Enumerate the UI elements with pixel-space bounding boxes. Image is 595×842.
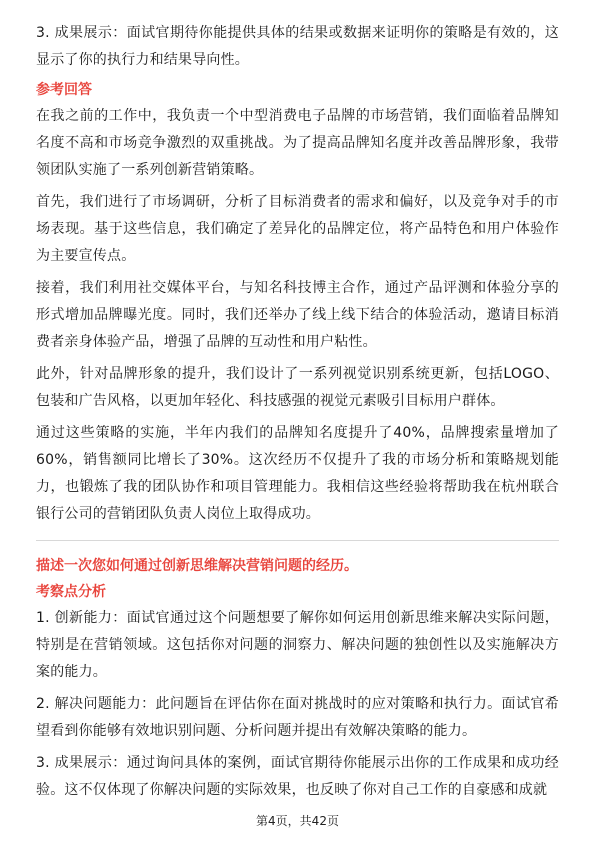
section-divider (36, 540, 559, 541)
document-page (36, 20, 559, 809)
analysis-paragraph-2: 2. 解决问题能力：此问题旨在评估你在面对挑战时的应对策略和执行力。面试官希望看到你能够有效地识别问题、分析问题并提出有效解决策略的能力。 (36, 696, 559, 739)
analysis-paragraph-3: 3. 成果展示：通过询问具体的案例，面试官期待你能展示出你的工作成果和成功经验。这不仅体现了你解决问题的实际效果，也反映了你对自己工作的自豪感和成就 (36, 755, 559, 798)
answer-paragraph-4: 此外，针对品牌形象的提升，我们设计了一系列视觉识别系统更新，包括LOGO、包装和广告风格，以更加年轻化、科技感强的视觉元素吸引目标用户群体。 (36, 366, 559, 409)
question-title: 描述一次您如何通过创新思维解决营销问题的经历。 (36, 558, 358, 574)
answer-paragraph-1: 在我之前的工作中，我负责一个中型消费电子品牌的市场营销，我们面临着品牌知名度不高和市场竞争激烈的双重挑战。为了提高品牌知名度并改善品牌形象，我带领团队实施了一系列创新营销策略。 (36, 108, 559, 178)
answer-label: 参考回答 (36, 82, 92, 98)
answer-paragraph-3: 接着，我们利用社交媒体平台，与知名科技博主合作，通过产品评测和体验分享的形式增加品牌曝光度。同时，我们还举办了线上线下结合的体验活动，邀请目标消费者亲身体验产品，增强了品牌的互动性和用户粘性。 (36, 280, 559, 350)
answer-paragraph-2: 首先，我们进行了市场调研，分析了目标消费者的需求和偏好，以及竞争对手的市场表现。基于这些信息，我们确定了差异化的品牌定位，将产品特色和用户体验作为主要宣传点。 (36, 194, 559, 264)
top-paragraph: 3. 成果展示：面试官期待你能提供具体的结果或数据来证明你的策略是有效的，这显示了你的执行力和结果导向性。 (36, 25, 559, 68)
page-footer: 第4页，共42页 (256, 814, 339, 828)
analysis-paragraph-1: 1. 创新能力：面试官通过这个问题想要了解你如何运用创新思维来解决实际问题，特别是在营销领域。这包括你对问题的洞察力、解决问题的独创性以及实施解决方案的能力。 (36, 610, 559, 680)
answer-paragraph-5: 通过这些策略的实施，半年内我们的品牌知名度提升了40%，品牌搜索量增加了60%，销售额同比增长了30%。这次经历不仅提升了我的市场分析和策略规划能力，也锻炼了我的团队协作和项目管理能力。我相信这些经验将帮助我在杭州联合银行公司的营销团队负责人岗位上取得成功。 (36, 425, 559, 522)
analysis-label: 考察点分析 (36, 584, 106, 600)
